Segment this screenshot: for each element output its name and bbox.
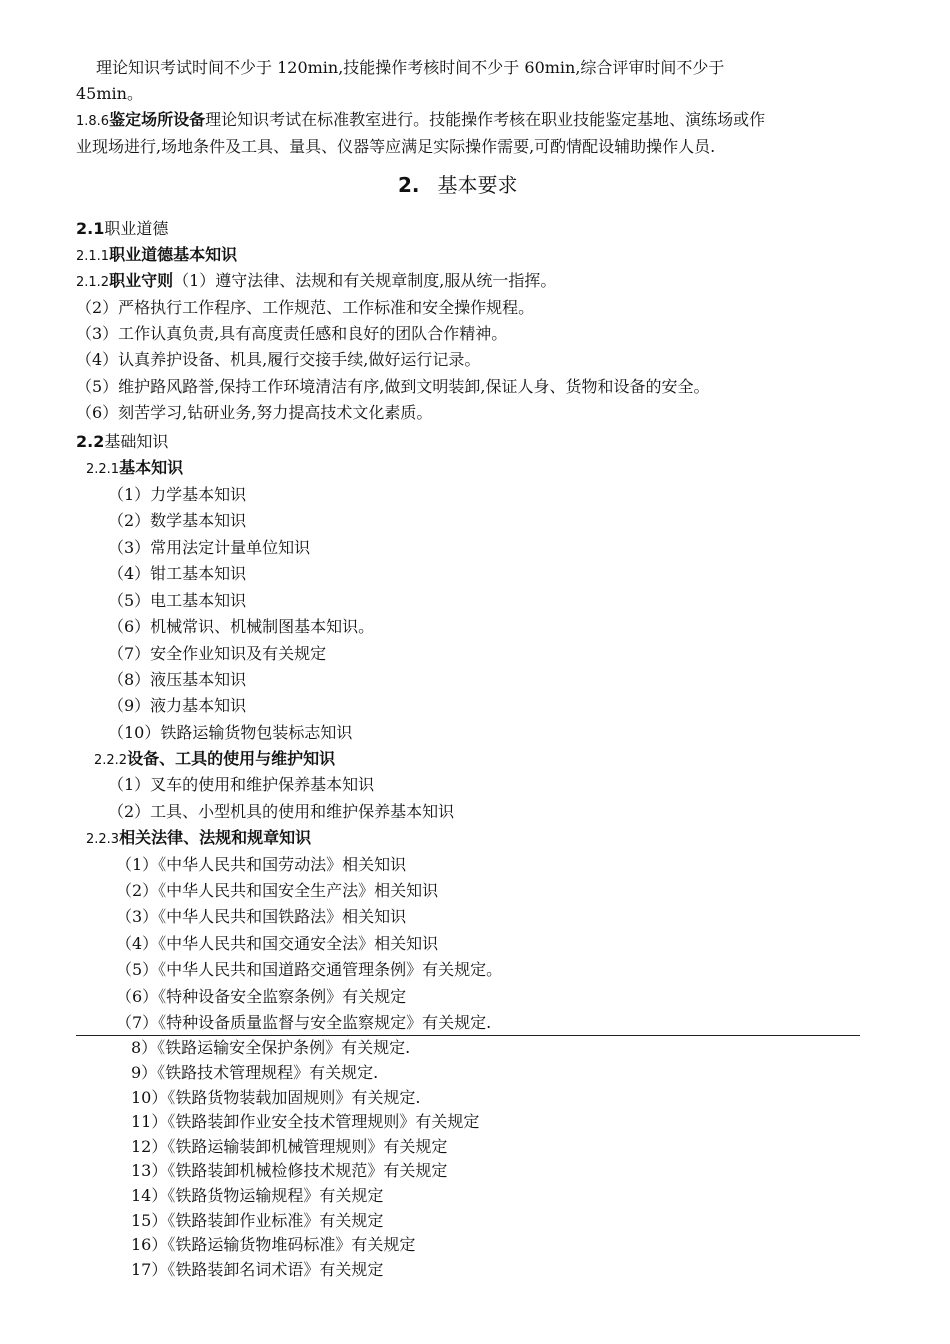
list-item: （7）安全作业知识及有关规定 bbox=[108, 644, 327, 663]
list-item: 9）《铁路技术管理规程》有关规定. bbox=[131, 1063, 379, 1082]
list-item: （1）《中华人民共和国劳动法》相关知识 bbox=[116, 855, 407, 874]
list-item: （6）《特种设备安全监察条例》有关规定 bbox=[116, 987, 407, 1006]
section-title: 相关法律、法规和规章知识 bbox=[119, 828, 312, 847]
section-2-2-1 bbox=[86, 457, 183, 481]
exam-time-line-2: 45min。 bbox=[76, 84, 143, 103]
exam-time-line-1: 理论知识考试时间不少于 120min,技能操作考核时间不少于 60min,综合评审时间不少于 bbox=[96, 58, 725, 77]
page-divider bbox=[76, 1035, 860, 1036]
list-item: （6）刻苦学习,钻研业务,努力提高技术文化素质。 bbox=[76, 403, 433, 422]
list-item: （5）维护路风路誉,保持工作环境清洁有序,做到文明装卸,保证人身、货物和设备的安全。 bbox=[76, 377, 710, 396]
list-item: （3）《中华人民共和国铁路法》相关知识 bbox=[116, 907, 407, 926]
section-title: 鉴定场所设备 bbox=[109, 110, 206, 129]
list-item: 12）《铁路运输装卸机械管理规则》有关规定 bbox=[131, 1137, 448, 1156]
list-item: 8）《铁路运输安全保护条例》有关规定. bbox=[131, 1038, 411, 1057]
section-number: 2.2.1 bbox=[86, 462, 120, 477]
list-item: 16）《铁路运输货物堆码标准》有关规定 bbox=[131, 1235, 416, 1254]
section-number: 1.8.6 bbox=[76, 114, 110, 129]
list-item: （2）严格执行工作程序、工作规范、工作标准和安全操作规程。 bbox=[76, 298, 535, 317]
section-number: 2.2 bbox=[76, 432, 105, 451]
list-item: 10）《铁路货物装载加固规则》有关规定. bbox=[131, 1088, 421, 1107]
list-item: （10）铁路运输货物包装标志知识 bbox=[108, 723, 353, 742]
chapter-title: 基本要求 bbox=[437, 173, 518, 197]
section-number: 2.1.2 bbox=[76, 275, 110, 290]
section-title: 基本知识 bbox=[119, 458, 184, 477]
list-item: 14）《铁路货物运输规程》有关规定 bbox=[131, 1186, 384, 1205]
list-item: （6）机械常识、机械制图基本知识。 bbox=[108, 617, 375, 636]
section-number: 2.2.3 bbox=[86, 832, 120, 847]
list-item: （5）《中华人民共和国道路交通管理条例》有关规定。 bbox=[116, 960, 503, 979]
section-title: 设备、工具的使用与维护知识 bbox=[127, 749, 336, 768]
list-item: （4）钳工基本知识 bbox=[108, 564, 247, 583]
section-title: 职业守则 bbox=[109, 271, 174, 290]
section-2-1 bbox=[76, 218, 168, 240]
section-text: 理论知识考试在标准教室进行。技能操作考核在职业技能鉴定基地、演练场或作 bbox=[205, 110, 766, 129]
section-number: 2.1 bbox=[76, 219, 105, 238]
chapter-heading bbox=[398, 171, 518, 199]
list-item: （3）工作认真负责,具有高度责任感和良好的团队合作精神。 bbox=[76, 324, 508, 343]
list-item: 17）《铁路装卸名词术语》有关规定 bbox=[131, 1260, 384, 1279]
section-2-2-3 bbox=[86, 827, 311, 851]
list-item: （2）工具、小型机具的使用和维护保养基本知识 bbox=[108, 802, 455, 821]
list-item: （2）《中华人民共和国安全生产法》相关知识 bbox=[116, 881, 439, 900]
chapter-number: 2. bbox=[398, 173, 420, 197]
section-2-1-1 bbox=[76, 244, 237, 268]
list-item: （7）《特种设备质量监督与安全监察规定》有关规定. bbox=[116, 1013, 492, 1032]
section-number: 2.1.1 bbox=[76, 249, 110, 264]
section-number: 2.2.2 bbox=[94, 753, 128, 768]
list-item: 11）《铁路装卸作业安全技术管理规则》有关规定 bbox=[131, 1112, 480, 1131]
section-title: 职业道德基本知识 bbox=[109, 245, 238, 264]
section-title: 基础知识 bbox=[104, 432, 169, 451]
section-2-1-2 bbox=[76, 270, 556, 294]
list-item: 15）《铁路装卸作业标准》有关规定 bbox=[131, 1211, 384, 1230]
section-1-8-6-line-2: 业现场进行,场地条件及工具、量具、仪器等应满足实际操作需要,可酌情配设辅助操作人员. bbox=[76, 137, 716, 156]
section-title: 职业道德 bbox=[104, 219, 169, 238]
list-item: （8）液压基本知识 bbox=[108, 670, 247, 689]
list-item: （4）认真养护设备、机具,履行交接手续,做好运行记录。 bbox=[76, 350, 481, 369]
section-2-2 bbox=[76, 431, 168, 453]
list-item: （9）液力基本知识 bbox=[108, 696, 247, 715]
list-item: （3）常用法定计量单位知识 bbox=[108, 538, 311, 557]
list-item: （1）叉车的使用和维护保养基本知识 bbox=[108, 775, 375, 794]
list-item: （4）《中华人民共和国交通安全法》相关知识 bbox=[116, 934, 439, 953]
list-item: （2）数学基本知识 bbox=[108, 511, 247, 530]
list-item: 13）《铁路装卸机械检修技术规范》有关规定 bbox=[131, 1161, 448, 1180]
list-item: （1）遵守法律、法规和有关规章制度,服从统一指挥。 bbox=[173, 271, 557, 290]
list-item: （5）电工基本知识 bbox=[108, 591, 247, 610]
section-1-8-6 bbox=[76, 109, 765, 133]
section-2-2-2 bbox=[94, 748, 335, 772]
list-item: （1）力学基本知识 bbox=[108, 485, 247, 504]
